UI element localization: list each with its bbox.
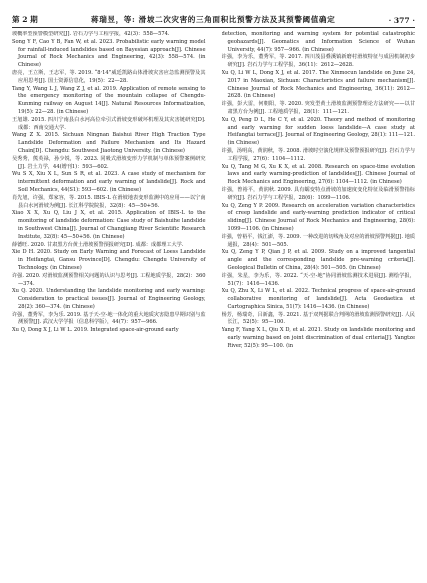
reference-entry: Wang Z X. 2015. Sichuan Ningnan Baishui River High Traction Type Landslide Deformation and Failure Mechanism and Its Hazard Chain[D]. Chengdu: Southwest Jiaotong University. (in Chinese) xyxy=(12,132,206,154)
page-number: · 377 · xyxy=(388,16,415,25)
reference-entry: 许强，李为乐，董秀军，等. 2017. 四川茂县叠溪镇新磨村滑坡特征与成因机制初步研究[J]. 岩石力学与工程学报，36(11)：2612—2628. xyxy=(221,54,415,69)
reference-entry: Xiao X X, Xu Q, Liu J X, et al. 2015. Application of IBIS-L to the monitoring of landslide deformation: Case study of Baishuihe landslide in Southwest China[J]. Journal of Changjiang River Scientific Research Institute, 32(8): 45—50+56. (in Chinese) xyxy=(12,210,206,240)
issue-number: 第 2 期 xyxy=(12,15,38,24)
reference-entry: Xu Q, Dong X J, Li W L. 2019. Integrated space-air-ground early xyxy=(12,327,179,334)
reference-entry: 王旭雄. 2015. 四川宁南县白水河高位牵引式滑坡变形破坏机理及其灾害链研究[D]. 成都：西南交通大学. xyxy=(12,116,206,131)
reference-entry: Song Y F, Cao Y B, Fan W, et al. 2023. Probabilistic early warning model for rainfall-induced landslides based on Bayesian approach[J]. Chinese Journal of Rock Mechanics and Engineering, 42(3): 558—574. (in Chinese) xyxy=(12,38,206,69)
reference-entry: 薛德旺. 2020. 甘肃黑方台黄土滑坡预警预报研究[D]. 成都：成都理工大学. xyxy=(12,241,184,248)
reference-entry: 杨芳，杨瑞奇，吕新鑫，等. 2021. 基于双判据联合判网的滑坡监测预警研究[J]. 人民长江，52(5)：95—100. xyxy=(221,311,415,326)
reference-entry: detection, monitoring and warning system for potential catastrophic geohazards[J]. Geomatics and Information Science of Wuhan University, 44(7): 957—966. (in Chinese) xyxy=(221,31,415,53)
reference-entry: Xu Q, Li W L, Dong X J, et al. 2017. The Xinmocun landslide on June 24, 2017 in Maoxian, Sichuan: Characteristics and failure mechanism[J]. Chinese Journal of Rock Mechanics and Engineering, 36(11): 2612—2628. (in Chinese) xyxy=(221,69,415,100)
reference-entry: 许强，朱星，李为乐，等. 2022. “天-空-地”协同滑坡监测技术进展[J]. 测绘学报，51(7)：1416—1436. xyxy=(221,272,415,287)
reference-entry: Xu Q, Tang M G, Xu K X, et al. 2008. Research on space-time evolution laws and early warning-prediction of landslides[J]. Chinese Journal of Rock Mechanics and Engineering, 27(6): 1104—1112. (in Chinese) xyxy=(221,163,415,186)
reference-entry: 坡概率型预警模型研究[J]. 岩石力学与工程学报，42(3)：558—574. xyxy=(12,31,170,37)
reference-entry: Wu S X, Xiu X L, Sun S R, et al. 2023. A case study of mechanism for intermittent deformation and early warning of landslide[J]. Rock and Soil Mechanics, 44(S1): 593—602. (in Chinese) xyxy=(12,171,206,193)
reference-entry: 许强，彭大雷，何朝阳，等. 2020. 突发型黄土滑坡监测预警理论方法研究——以甘肃黑方台为例[J]. 工程地质学报，28(1)：111—121. xyxy=(221,101,415,115)
reference-entry: Xu Q, Zhu X, Li W L, et al. 2022. Technical progress of space-air-ground collaborative monitoring of landslide[J]. Acta Geodaetica et Cartographica Sinica, 51(7): 1416—1436. (in Chinese) xyxy=(221,288,415,310)
reference-entry: Tang Y, Wang L J, Wang Z J, et al. 2019. Application of remote sensing to the emergency monitoring of the mountain collapse of Chengdu-Kunming railway on August 14[J]. Natural Resources Informatization, 19(5): 22—28. (in Chinese) xyxy=(12,85,206,115)
reference-entry: 吴秀秀，熊英禄，孙少锐，等. 2023. 同吸式滑坡变形力学机制与单体预警案例研究[J]. 岩土力学，44(增刊1)：593—602. xyxy=(12,155,206,170)
reference-entry: 唐亮，王立斯，王志军，等. 2019. “8·14”威廷凯路山体滑坡灾害应急监测预警及其应用思考[J]. 国土资源信息化，19(5)：22—28. xyxy=(12,69,206,84)
reference-entry: Xu Q. 2020. Understanding the landslide monitoring and early warning: Consideration to practical issues[J]. Journal of Engineering Geology, 28(2): 360—374. (in Chinese) xyxy=(12,288,206,310)
reference-column-right xyxy=(222,31,416,577)
reference-entry: 许强，汤明高，黄润秋，等. 2008. 滑坡时空演化规律及预警预报研究[J]. 岩石力学与工程学报，27(6)：1104—1112. xyxy=(221,147,415,162)
reference-column-left xyxy=(12,31,206,577)
reference-entry: Xie D H. 2020. Study on Early Warning and Forecast of Loess Landslide in Heifangtai, Gansu Province[D]. Chengdu: Chengdu University of Technology. (in Chinese) xyxy=(12,249,206,271)
reference-entry: Xu Q, Zeng Y P. 2009. Research on acceleration variation characteristics of creep landslide and early-warning prediction indicator of critical sliding[J]. Chinese Journal of Rock Mechanics and Engineering, 28(6): 1099—1106. (in Chinese) xyxy=(221,202,415,232)
reference-entry: 许强. 2020. 对滑坡监测预警相关问题的认识与思考[J]. 工程地质学报，28(2)：360—374. xyxy=(12,272,206,287)
reference-columns xyxy=(12,31,415,577)
reference-entry: 肖先旭，许强，郑家容，等. 2015. IBIS-L 在滑坡地表变形监测中的应用——以宁南县白水河滑坡为例[J]. 长江科学院院报，32(8)：45—50+56. xyxy=(12,194,206,209)
reference-entry: 许强，董秀军，李为乐. 2019. 基于天-空-地一体化的重大地质灾害隐患早期识别与监测预警[J]. 武汉大学学报（信息科学版），44(7)：957—966. xyxy=(12,311,206,326)
reference-entry: Xu Q, Zeng Y P, Qian J P, et al. 2009. Study on a improved tangential angle and the corresponding landslide pre-warning criteria[J]. Geological Bulletin of China, 28(4): 501—505. (in Chinese) xyxy=(221,249,415,271)
running-title: 蒋瑞昱，等: 滑坡二次灾害的三角面积比预警方法及其预警阈值确定 xyxy=(91,15,336,24)
reference-entry: 许强，曾裕平，黄润秋. 2009. 具有蠕变特点滑坡的加速度变化特征及临滑预警指标研究[J]. 岩石力学与工程学报，28(6)：1099—1106. xyxy=(221,186,415,201)
reference-entry: Xu Q, Peng D L, He C Y, et al. 2020. Theory and method of monitoring and early warning for sudden loess landslide—A case study at Heifangtai terrace[J]. Journal of Engineering Geology, 28(1): 111—121. (in Chinese) xyxy=(221,116,415,147)
running-header xyxy=(12,9,415,28)
reference-entry: 许强，曾裕平，钱江澎，等. 2009. 一种改进的切线角及对应的滑坡预警判据[J]. 地质通报，28(4)：501—505. xyxy=(221,233,415,248)
reference-entry: Yang F, Yang X L, Qiu X D, et al. 2021. Study on landslide monitoring and early warning based on joint discrimination of dual criteria[J]. Yangtze River, 52(5): 95—100. (in xyxy=(221,327,415,349)
